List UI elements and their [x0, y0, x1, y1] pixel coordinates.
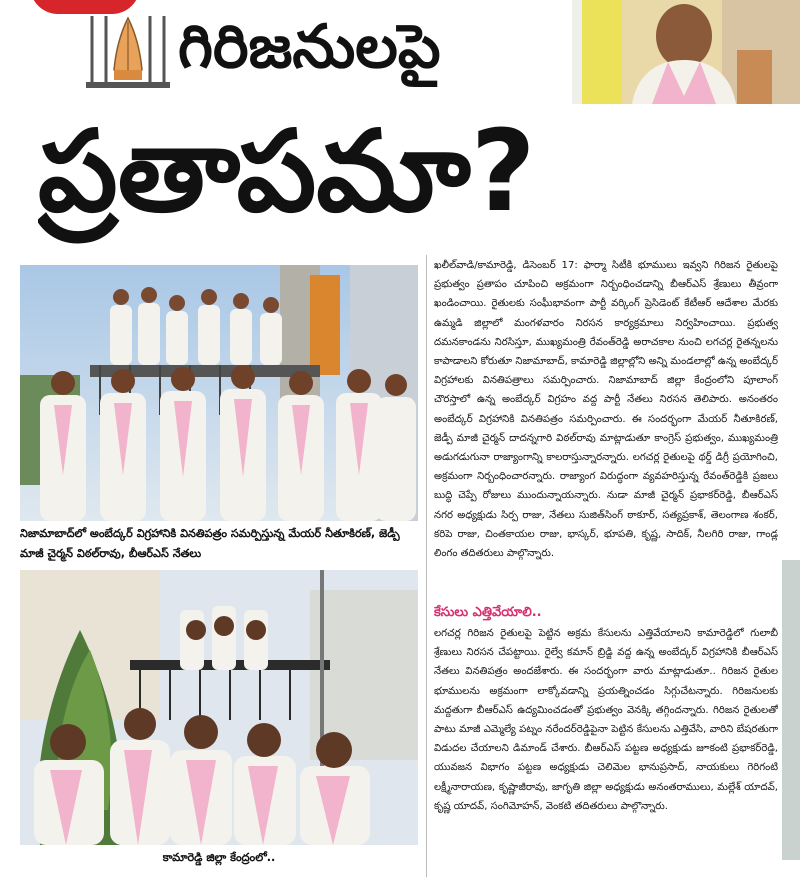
article-paragraph-2: లగచర్ల గిరిజన రైతులపై పెట్టిన అక్రమ కేసులను ఎత్తివేయాలని కామారెడ్డిలో గులాబీ శ్రేణులు నిరసన చేపట్టాయి. రైల్వే కమాన్ బ్రిడ్జి వద్ద ఉన్న అంబేద్కర్ విగ్రహానికి బీఆర్ఎస్ నేతలు వినతిపత్రం అందజేశారు. ఈ సందర్భంగా వారు మాట్లాడుతూ.. గిరిజన రైతుల భూములను అక్రమంగా లాక్కోవడాన్ని ప్రయత్నించడం సిగ్గుచేటన్నారు. గిరిజనులకు మద్దతుగా బీఆర్ఎస్ ఉద్యమించడంతో ప్రభుత్వం వెనక్కి తగ్గిందన్నారు. గిరిజన రైతులతో పాటు మాజీ ఎమ్మెల్యే పట్నం నరేందర్‌రెడ్డిపైనా పెట్టిన కేసులను ఎత్తివేసి, వారిని బేషరతుగా విడుదల చేయాలని డిమాండ్ చేశారు. బీఆర్ఎస్ పట్టణ అధ్యక్షుడు జూకంటి ప్రభాకర్‌రెడ్డి, యువజన విభాగం పట్టణ అధ్యక్షుడు చెలిమెల భానుప్రసాద్, నాయకులు గెరిగంటి లక్ష్మీనారాయణ, కృష్ణాజీరావు, జాగృతి జిల్లా అధ్యక్షుడు అనంతరాములు, మల్లేశ్ యాదవ్, కృష్ణ యాదవ్, సంగిమోహన్, వెంకటి తదితరులు పాల్గొన్నారు. — [434, 628, 778, 812]
folded-hands-cage-icon — [84, 8, 172, 90]
article-subheading: కేసులు ఎత్తివేయాలి.. — [434, 605, 542, 620]
photo-1-caption: నిజామాబాద్‌లో అంబేద్కర్ విగ్రహానికి వినతిపత్రం సమర్పిస్తున్న మేయర్ నీతూకిరణ్, జెడ్పీ మాజీ చైర్మన్ విఠల్‌రావు, బీఆర్ఎస్ నేతలు — [20, 527, 400, 560]
adjacent-photo-edge — [782, 560, 800, 860]
headline-line-2: ప్రతాపమా? — [38, 107, 536, 237]
top-right-photo — [572, 0, 800, 104]
headline-line-1: గిరిజనులపై — [178, 12, 441, 82]
article-paragraph-1: ఖలీల్‌వాడి/కామారెడ్డి, డిసెంబర్ 17: ఫార్మా సిటీకి భూములు ఇవ్వని గిరిజన రైతులపై ప్రభుత్వం ప్రతాపం చూపించి అక్రమంగా నిర్బంధించడాన్ని బీఆర్ఎస్ శ్రేణులు తీవ్రంగా ఖండించాయి. రైతులకు సంఘీభావంగా పార్టీ వర్కింగ్ ప్రెసిడెంట్ కేటీఆర్ ఆదేశాల మేరకు ఉమ్మడి జిల్లాలో మంగళవారం నిరసన కార్యక్రమాలు నిర్వహించాయి. ప్రభుత్వ దమనకాండను నిరసిస్తూ, ముఖ్యమంత్రి రేవంత్‌రెడ్డి అరాచకాల నుంచి లగచర్ల రైతన్నలను కాపాడాలని కోరుతూ నిజామాబాద్, కామారెడ్డి జిల్లాల్లోని అన్ని మండలాల్లో ఉన్న అంబేద్కర్ విగ్రహాలకు వినతిపత్రాలు సమర్పించారు. నిజామాబాద్ జిల్లా కేంద్రంలోని పూలాంగ్ చౌరస్తాలో ఉన్న అంబేద్కర్ విగ్రహం వద్ద పార్టీ నేతలు నిరసన తెలిపారు. అనంతరం అంబేద్కర్ విగ్రహానికి వినతిపత్రం సమర్పించారు. ఈ సందర్భంగా మేయర్ నీతూకిరణ్, జెడ్పీ మాజీ చైర్మన్ దాదన్నగారి విఠల్‌రావు మాట్లాడుతూ కాంగ్రెస్ ప్రభుత్వం, ముఖ్యమంత్రి అడుగడుగునా రాజ్యాంగాన్ని కాలరాస్తున్నారన్నారు. లగచర్ల రైతులపై థర్డ్ డిగ్రీ ప్రయోగించి, అక్రమంగా నిర్బంధించారన్నారు. రాజ్యాంగ విరుద్ధంగా వ్యవహరిస్తున్న రేవంత్‌రెడ్డికి ప్రజలు బుద్ధి చెప్పే రోజులు ముందున్నాయన్నారు. నుడా మాజీ చైర్మన్ ప్రభాకర్‌రెడ్డి, బీఆర్ఎస్ నగర అధ్యక్షుడు సిర్ప రాజు, నేతలు సుజిత్‌సింగ్ ఠాకూర్, సత్యప్రకాశ్, తెలంగాణ శంకర్, కరిపె రాజు, చింతకాయల రాజు, భాస్కర్, భూపతి, కృష్ణ, సాదిక్, నీలగిరి రాజు, గాండ్ల లింగం తదితరులు పాల్గొన్నారు. — [434, 260, 778, 560]
column-divider — [426, 255, 427, 877]
nizamabad-protest-photo — [20, 265, 418, 521]
kamareddy-protest-photo — [20, 570, 418, 845]
photo-2-caption: కామారెడ్డి జిల్లా కేంద్రంలో.. — [162, 851, 276, 864]
